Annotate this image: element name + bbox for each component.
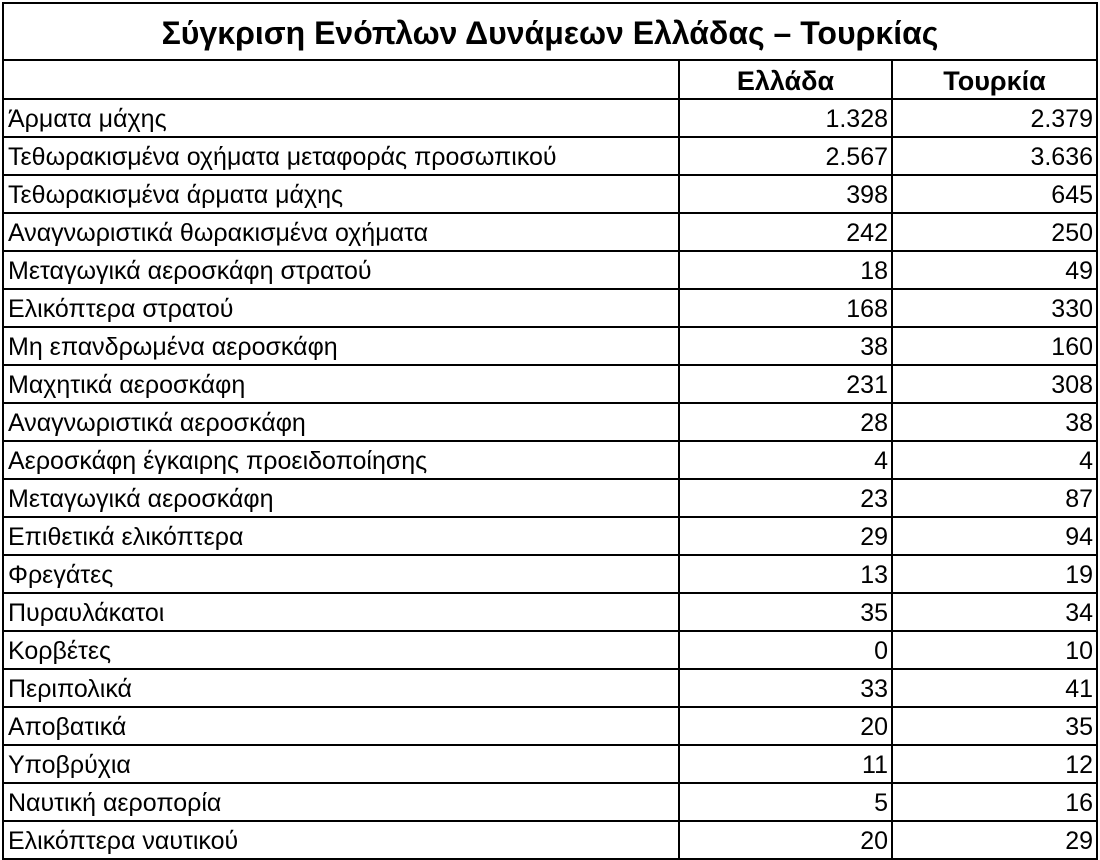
row-label: Ελικόπτερα στρατού [3, 289, 679, 327]
table-row [3, 745, 1097, 783]
value-greece: 4 [679, 441, 892, 479]
value-turkey: 87 [892, 479, 1097, 517]
value-turkey: 29 [892, 821, 1097, 859]
value-turkey: 34 [892, 593, 1097, 631]
table-row [3, 99, 1097, 137]
row-label: Αεροσκάφη έγκαιρης προειδοποίησης [3, 441, 679, 479]
row-label: Περιπολικά [3, 669, 679, 707]
value-turkey: 160 [892, 327, 1097, 365]
value-greece: 35 [679, 593, 892, 631]
value-greece: 28 [679, 403, 892, 441]
value-turkey: 49 [892, 251, 1097, 289]
row-label: Κορβέτες [3, 631, 679, 669]
table-row [3, 783, 1097, 821]
table-row [3, 517, 1097, 555]
table-row [3, 707, 1097, 745]
comparison-table [2, 2, 1098, 860]
table-row [3, 479, 1097, 517]
table-title: Σύγκριση Ενόπλων Δυνάμεων Ελλάδας – Τουρκίας [3, 3, 1097, 60]
value-turkey: 10 [892, 631, 1097, 669]
table-row [3, 441, 1097, 479]
value-turkey: 645 [892, 175, 1097, 213]
value-greece: 1.328 [679, 99, 892, 137]
value-turkey: 94 [892, 517, 1097, 555]
value-greece: 29 [679, 517, 892, 555]
table-row [3, 213, 1097, 251]
value-greece: 242 [679, 213, 892, 251]
row-label: Αποβατικά [3, 707, 679, 745]
row-label: Αναγνωριστικά θωρακισμένα οχήματα [3, 213, 679, 251]
row-label: Ελικόπτερα ναυτικού [3, 821, 679, 859]
value-turkey: 16 [892, 783, 1097, 821]
value-turkey: 41 [892, 669, 1097, 707]
row-label: Μη επανδρωμένα αεροσκάφη [3, 327, 679, 365]
row-label: Υποβρύχια [3, 745, 679, 783]
table-row [3, 137, 1097, 175]
value-greece: 23 [679, 479, 892, 517]
value-greece: 11 [679, 745, 892, 783]
value-turkey: 330 [892, 289, 1097, 327]
table-row [3, 593, 1097, 631]
row-label: Φρεγάτες [3, 555, 679, 593]
value-greece: 5 [679, 783, 892, 821]
row-label: Μεταγωγικά αεροσκάφη [3, 479, 679, 517]
row-label: Μαχητικά αεροσκάφη [3, 365, 679, 403]
table-row [3, 555, 1097, 593]
value-turkey: 3.636 [892, 137, 1097, 175]
row-label: Άρματα μάχης [3, 99, 679, 137]
header-empty-cell [3, 60, 679, 99]
table-row [3, 365, 1097, 403]
row-label: Πυραυλάκατοι [3, 593, 679, 631]
table-row [3, 251, 1097, 289]
value-greece: 398 [679, 175, 892, 213]
table-row [3, 821, 1097, 859]
header-greece: Ελλάδα [679, 60, 892, 99]
table-row [3, 175, 1097, 213]
row-label: Τεθωρακισμένα οχήματα μεταφοράς προσωπικού [3, 137, 679, 175]
value-greece: 20 [679, 821, 892, 859]
value-turkey: 308 [892, 365, 1097, 403]
row-label: Μεταγωγικά αεροσκάφη στρατού [3, 251, 679, 289]
table-row [3, 631, 1097, 669]
title-row [3, 3, 1097, 60]
row-label: Ναυτική αεροπορία [3, 783, 679, 821]
value-turkey: 35 [892, 707, 1097, 745]
header-turkey: Τουρκία [892, 60, 1097, 99]
value-turkey: 12 [892, 745, 1097, 783]
comparison-table-frame [2, 2, 1096, 855]
value-greece: 33 [679, 669, 892, 707]
value-greece: 231 [679, 365, 892, 403]
value-turkey: 4 [892, 441, 1097, 479]
value-turkey: 19 [892, 555, 1097, 593]
table-row [3, 289, 1097, 327]
value-turkey: 2.379 [892, 99, 1097, 137]
value-greece: 13 [679, 555, 892, 593]
value-greece: 38 [679, 327, 892, 365]
value-greece: 20 [679, 707, 892, 745]
header-row [3, 60, 1097, 99]
row-label: Τεθωρακισμένα άρματα μάχης [3, 175, 679, 213]
row-label: Αναγνωριστικά αεροσκάφη [3, 403, 679, 441]
value-greece: 2.567 [679, 137, 892, 175]
value-greece: 18 [679, 251, 892, 289]
value-turkey: 38 [892, 403, 1097, 441]
value-turkey: 250 [892, 213, 1097, 251]
value-greece: 168 [679, 289, 892, 327]
row-label: Επιθετικά ελικόπτερα [3, 517, 679, 555]
table-row [3, 403, 1097, 441]
table-row [3, 327, 1097, 365]
value-greece: 0 [679, 631, 892, 669]
table-row [3, 669, 1097, 707]
